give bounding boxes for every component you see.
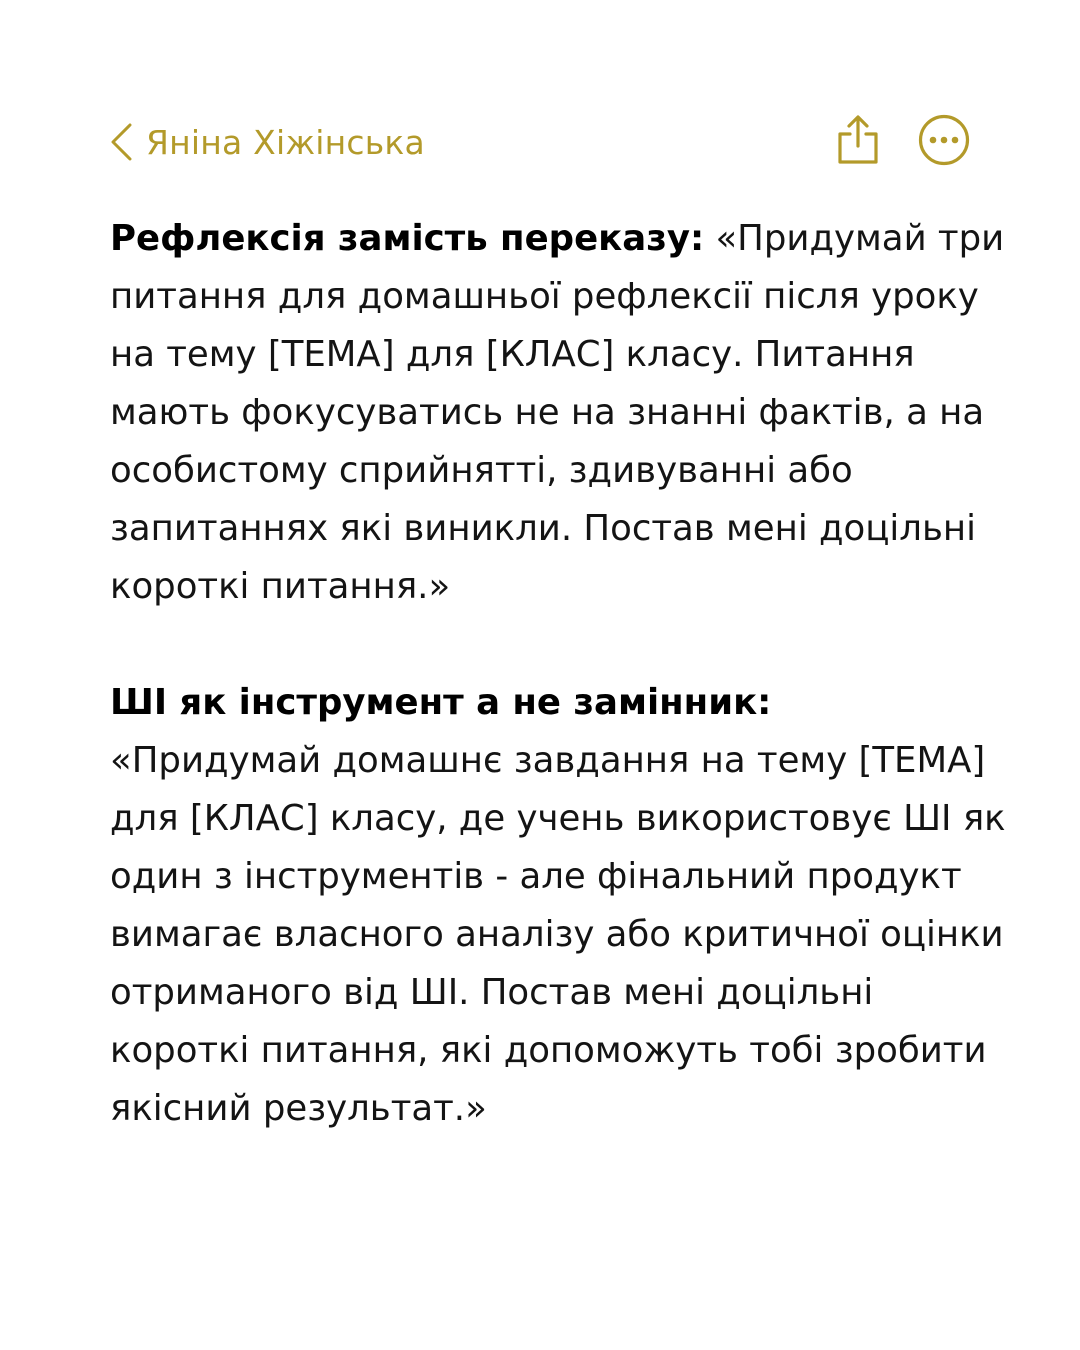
share-icon[interactable]: [834, 114, 882, 166]
back-label: Яніна Хіжінська: [146, 122, 425, 162]
note-section-reflection: [110, 210, 1020, 616]
section-heading: Рефлексія замість переказу:: [110, 218, 705, 259]
section-heading: ШІ як інструмент а не замінник:: [110, 682, 772, 723]
section-text: «Придумай домашнє завдання на тему [ТЕМА] для [КЛАС] класу, де учень використовує ШІ як один з інструментів - але фінальний продукт вимагає власного аналізу або критичної оцінки отриманого від ШІ. Постав мені доцільні короткі питання, які допоможуть тобі зробити якісний результат.»: [110, 740, 1006, 1129]
note-body[interactable]: [110, 210, 1020, 1138]
note-section-ai-tool: [110, 674, 1020, 1138]
more-options-icon[interactable]: [918, 114, 970, 166]
back-button[interactable]: [108, 112, 425, 172]
chevron-left-icon: [108, 122, 134, 162]
section-text: «Придумай три питання для домашньої рефлексії після уроку на тему [ТЕМА] для [КЛАС] класу. Питання мають фокусуватись не на знанні фактів, а на особистому сприйнятті, здивуванні або запитаннях які виникли. Постав мені доцільні короткі питання.»: [110, 218, 1005, 607]
note-header: [108, 112, 978, 172]
